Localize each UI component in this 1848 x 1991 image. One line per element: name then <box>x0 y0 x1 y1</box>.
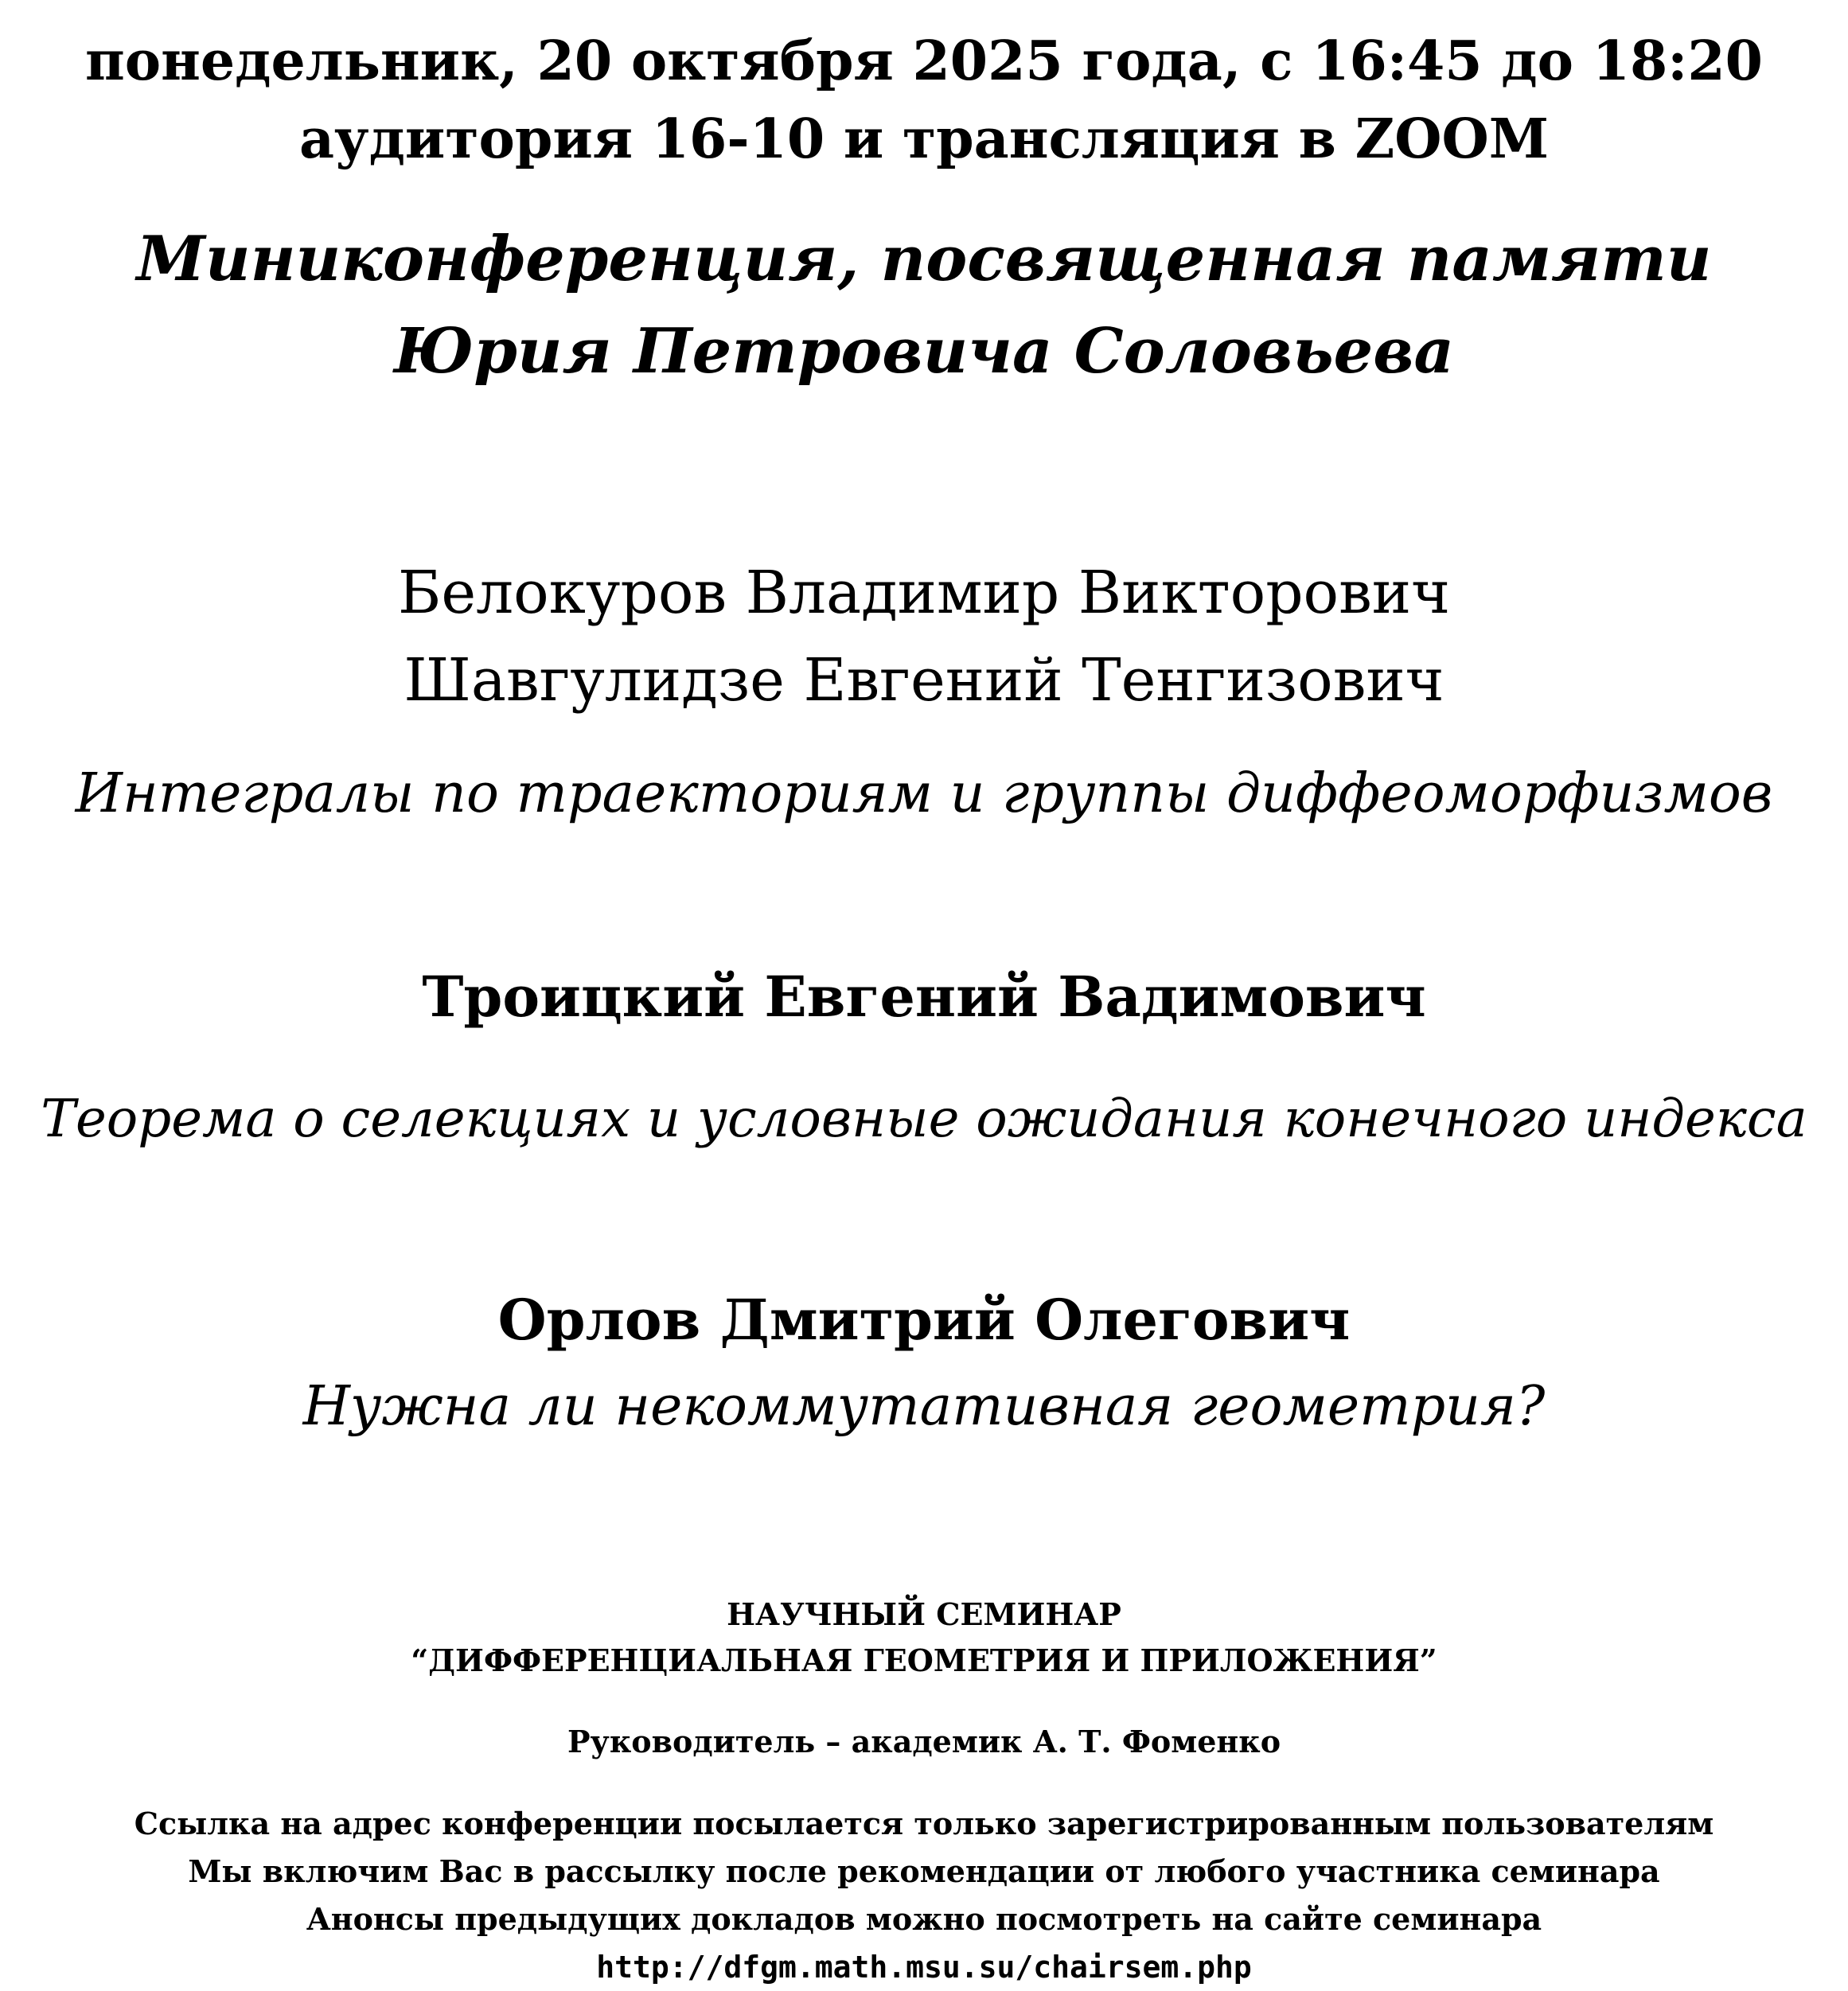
talk-3-title: Нужна ли некоммутативная геометрия? <box>302 1375 1546 1438</box>
seminar-name-line-2: “ДИФФЕРЕНЦИАЛЬНАЯ ГЕОМЕТРИЯ И ПРИЛОЖЕНИЯ” <box>411 1642 1437 1678</box>
talk-2 <box>32 953 1816 1159</box>
conference-title-line-1: Миниконференция, посвященная памяти <box>136 223 1712 295</box>
event-header <box>32 22 1816 178</box>
seminar-notes <box>32 1800 1816 1991</box>
note-registration: Ссылка на адрес конференции посылается только зарегистрированным пользователям <box>134 1806 1714 1841</box>
seminar-url-link[interactable]: http://dfgm.math.msu.su/chairsem.php <box>596 1950 1252 1985</box>
talk-3 <box>32 1276 1816 1447</box>
seminar-leader <box>32 1719 1816 1765</box>
seminar-leader-text: Руководитель – академик А. Т. Фоменко <box>567 1724 1281 1759</box>
seminar-name-line-1: НАУЧНЫЙ СЕМИНАР <box>727 1596 1121 1632</box>
talk-1-title: Интегралы по траекториям и группы диффеоморфизмов <box>75 762 1773 825</box>
conference-title-line-2: Юрия Петровича Соловьева <box>394 315 1454 388</box>
event-location: аудитория 16-10 и трансляция в ZOOM <box>299 107 1549 171</box>
talk-1-speaker-1: Белокуров Владимир Викторович <box>397 559 1451 627</box>
talk-1 <box>32 549 1816 834</box>
seminar-name <box>32 1592 1816 1684</box>
talk-2-title: Теорема о селекциях и условные ожидания конечного индекса <box>41 1089 1807 1149</box>
talk-3-speaker-1: Орлов Дмитрий Олегович <box>497 1287 1351 1353</box>
note-previous-talks: Анонсы предыдущих докладов можно посмотреть на сайте семинара <box>306 1901 1542 1937</box>
event-datetime: понедельник, 20 октября 2025 года, с 16:45 до 18:20 <box>85 29 1763 93</box>
conference-title <box>32 213 1816 398</box>
talk-1-speaker-2: Шавгулидзе Евгений Тенгизович <box>404 646 1444 715</box>
talk-2-speaker-1: Троицкий Евгений Вадимович <box>422 964 1426 1030</box>
note-mailing-list: Мы включим Вас в рассылку после рекомендации от любого участника семинара <box>188 1853 1660 1889</box>
